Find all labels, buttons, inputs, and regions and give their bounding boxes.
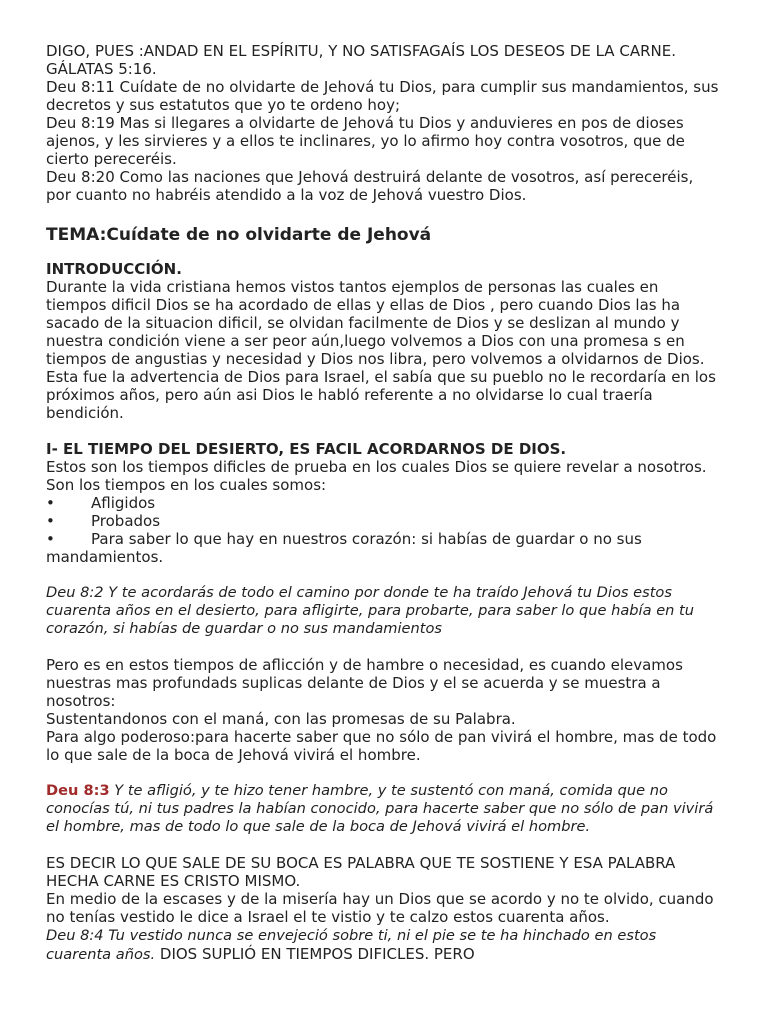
verse-deu-8-2: Deu 8:2 Y te acordarás de todo el camino por donde te ha traído Jehová tu Dios estos cuarenta años en el desierto, para afligirte, para probarte, para saber lo que había en tu corazón, si habías de guardar o no sus mandamientos [46, 584, 695, 637]
section-1-paragraph-5: ES DECIR LO QUE SALE DE SU BOCA ES PALABRA QUE TE SOSTIENE Y ESA PALABRA HECHA CARNE ES CRISTO MISMO. [46, 854, 676, 890]
bullet-icon: • [46, 512, 55, 530]
section-1-paragraph-4: Para algo poderoso:para hacerte saber que no sólo de pan vivirá el hombre, mas de todo lo que sale de la boca de Jehová vivirá el hombre. [46, 728, 717, 764]
section-1-paragraph-1: Estos son los tiempos dificles de prueba en los cuales Dios se quiere revelar a nosotros. Son los tiempos en los cuales somos: [46, 458, 707, 494]
tema-heading: TEMA:Cuídate de no olvidarte de Jehová [46, 225, 432, 245]
verse-deu-8-20: Deu 8:20 Como las naciones que Jehová destruirá delante de vosotros, así pereceréis, por cuanto no habréis atendido a la voz de Jehová vuestro Dios. [46, 168, 694, 204]
section-1-paragraph-3: Sustentandonos con el maná, con las promesas de su Palabra. [46, 710, 516, 728]
list-item: • Para saber lo que hay en nuestros corazón: si habías de guardar o no sus mandamientos. [46, 530, 642, 566]
intro-paragraph-1: Durante la vida cristiana hemos vistos tantos ejemplos de personas las cuales en tiempos dificil Dios se ha acordado de ellas y ellas de Dios , pero cuando Dios las ha sacado de la situacion dificil, se olvidan facilmente de Dios y se deslizan al mundo y nuestra condición viene a ser peor aún,luego volvemos a Dios con una promesa s en tiempos de angustias y necesidad y Dios nos libra, pero volvemos a olvidarnos de Dios. [46, 278, 705, 368]
intro-paragraph-2: Esta fue la advertencia de Dios para Israel, el sabía que su pueblo no le recordaría en los próximos años, pero aún asi Dios le habló referente a no olvidarse lo cual traería bendición. [46, 368, 716, 422]
verse-reference: Deu 8:3 [46, 782, 110, 799]
list-item: • Afligidos [46, 494, 156, 512]
section-1-paragraph-6: En medio de la escases y de la misería hay un Dios que se acordo y no te olvido, cuando no tenías vestido le dice a Israel el te vistio y te calzo estos cuarenta años. [46, 890, 714, 926]
verse-deu-8-4: Deu 8:4 Tu vestido nunca se envejeció sobre ti, ni el pie se te ha hinchado en estos cuarenta años. DIOS SUPLIÓ EN TIEMPOS DIFICLES. PERO [46, 927, 657, 963]
list-item: • Probados [46, 512, 161, 530]
section-1-paragraph-2: Pero es en estos tiempos de aflicción y de hambre o necesidad, es cuando elevamos nuestras mas profundads suplicas delante de Dios y el se acuerda y se muestra a nosotros: [46, 656, 683, 710]
verse-deu-8-19: Deu 8:19 Mas si llegares a olvidarte de Jehová tu Dios y anduvieres en pos de dioses ajenos, y les sirvieres y a ellos te inclinares, yo lo afirmo hoy contra vosotros, que de cierto pereceréis. [46, 114, 685, 168]
section-1-list [46, 494, 722, 566]
galatians-line: DIGO, PUES :ANDAD EN EL ESPÍRITU, Y NO SATISFAGAÍS LOS DESEOS DE LA CARNE. GÁLATAS 5:16. [46, 42, 676, 78]
verse-deu-8-3: Deu 8:3 Y te afligió, y te hizo tener hambre, y te sustentó con maná, comida que no conocías tú, ni tus padres la habían conocido, para hacerte saber que no sólo de pan vivirá el hombre, mas de todo lo que sale de la boca de Jehová vivirá el hombre. [46, 782, 714, 835]
verse-deu-8-11: Deu 8:11 Cuídate de no olvidarte de Jehová tu Dios, para cumplir sus mandamientos, sus decretos y sus estatutos que yo te ordeno hoy; [46, 78, 719, 114]
opening-verses [46, 42, 722, 204]
bullet-icon: • [46, 494, 55, 512]
introduccion-heading: INTRODUCCIÓN. [46, 260, 182, 278]
section-1-heading: I- EL TIEMPO DEL DESIERTO, ES FACIL ACORDARNOS DE DIOS. [46, 440, 567, 458]
bullet-icon: • [46, 530, 55, 548]
